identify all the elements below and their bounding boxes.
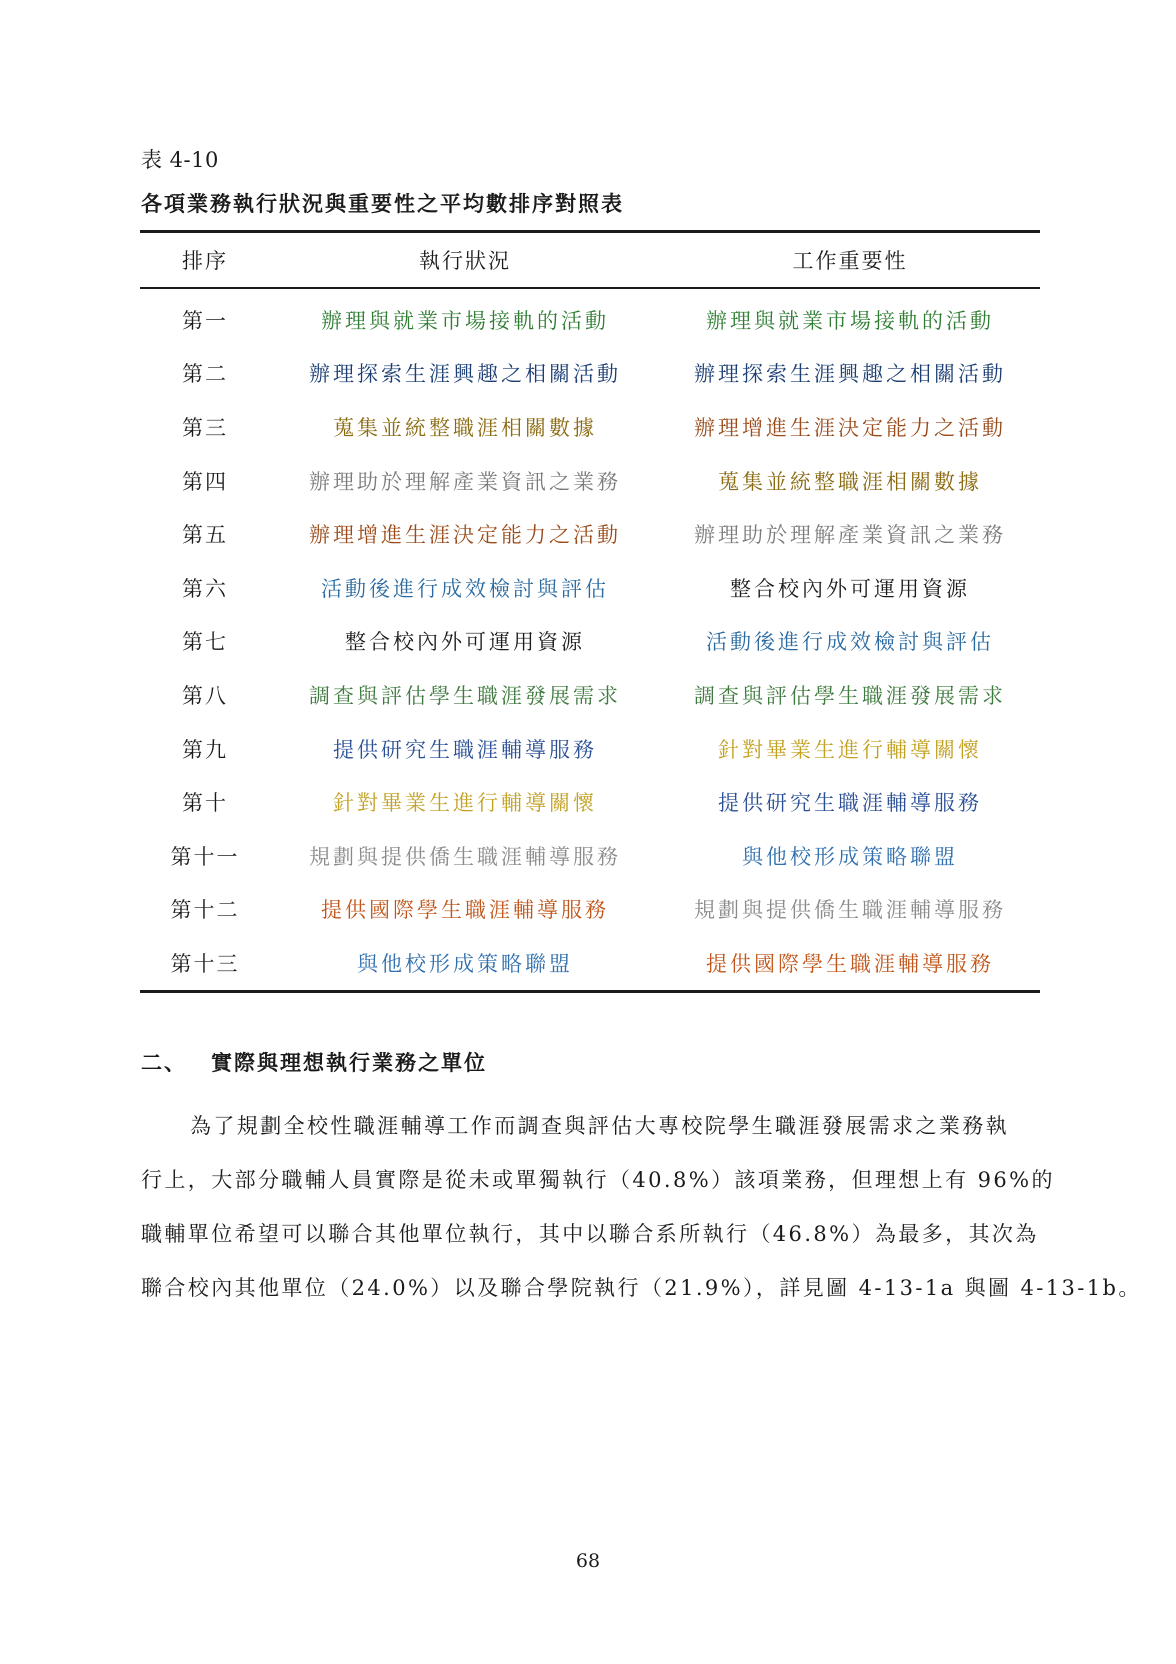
importance-cell: 辦理與就業市場接軌的活動 (706, 308, 994, 333)
table-row (140, 454, 1040, 508)
section-heading (141, 1047, 487, 1077)
importance-cell: 與他校形成策略聯盟 (742, 844, 958, 869)
table-row (140, 615, 1040, 669)
execution-cell: 活動後進行成效檢討與評估 (321, 576, 609, 601)
header-execution: 執行狀況 (419, 249, 511, 273)
table-row (140, 507, 1040, 561)
table-body (140, 288, 1040, 991)
rank-cell: 第十一 (170, 844, 240, 869)
table-row (140, 722, 1040, 776)
paragraph-line: 行上，大部分職輔人員實際是從未或單獨執行（40.8%）該項業務，但理想上有 96%的 (141, 1168, 1055, 1192)
execution-cell: 辦理探索生涯興趣之相關活動 (309, 362, 621, 387)
importance-cell: 針對畢業生進行輔導關懷 (718, 737, 982, 762)
importance-cell: 辦理助於理解產業資訊之業務 (694, 523, 1006, 548)
importance-cell: 蒐集並統整職涯相關數據 (718, 469, 982, 494)
rank-cell: 第八 (182, 683, 228, 708)
importance-cell: 辦理增進生涯決定能力之活動 (694, 415, 1006, 440)
importance-cell: 整合校內外可運用資源 (730, 576, 970, 601)
execution-cell: 整合校內外可運用資源 (345, 630, 585, 655)
table-row (140, 400, 1040, 454)
rank-cell: 第十二 (170, 898, 240, 923)
table-row (140, 288, 1040, 347)
rank-cell: 第一 (182, 308, 228, 333)
execution-cell: 提供研究生職涯輔導服務 (333, 737, 597, 762)
importance-cell: 規劃與提供僑生職涯輔導服務 (694, 898, 1006, 923)
table-row (140, 347, 1040, 401)
rank-cell: 第五 (182, 523, 228, 548)
table-row (140, 668, 1040, 722)
rank-cell: 第十三 (170, 951, 240, 976)
execution-cell: 辦理與就業市場接軌的活動 (321, 308, 609, 333)
rank-cell: 第六 (182, 576, 228, 601)
rank-cell: 第十 (182, 791, 228, 816)
table-row (140, 561, 1040, 615)
execution-cell: 規劃與提供僑生職涯輔導服務 (309, 844, 621, 869)
rank-cell: 第七 (182, 630, 228, 655)
table-row (140, 936, 1040, 991)
section-title: 實際與理想執行業務之單位 (211, 1050, 487, 1075)
rank-cell: 第二 (182, 362, 228, 387)
importance-cell: 調查與評估學生職涯發展需求 (694, 683, 1006, 708)
paragraph-line: 職輔單位希望可以聯合其他單位執行，其中以聯合系所執行（46.8%）為最多，其次為 (141, 1222, 1039, 1246)
table-label: 表 4-10 (141, 148, 219, 172)
header-importance: 工作重要性 (792, 249, 908, 273)
importance-cell: 提供研究生職涯輔導服務 (718, 791, 982, 816)
header-rank: 排序 (182, 249, 228, 273)
table-row (140, 775, 1040, 829)
paragraph-line: 為了規劃全校性職涯輔導工作而調查與評估大專校院學生職涯發展需求之業務執 (190, 1114, 1009, 1138)
table-row (140, 829, 1040, 883)
execution-cell: 調查與評估學生職涯發展需求 (309, 683, 621, 708)
execution-cell: 提供國際學生職涯輔導服務 (321, 898, 609, 923)
importance-cell: 活動後進行成效檢討與評估 (706, 630, 994, 655)
importance-cell: 提供國際學生職涯輔導服務 (706, 951, 994, 976)
paragraph-line: 聯合校內其他單位（24.0%）以及聯合學院執行（21.9%），詳見圖 4-13-1a 與圖 4-13-1b。 (141, 1276, 1142, 1300)
execution-cell: 辦理助於理解產業資訊之業務 (309, 469, 621, 494)
importance-cell: 辦理探索生涯興趣之相關活動 (694, 362, 1006, 387)
rank-cell: 第九 (182, 737, 228, 762)
execution-cell: 與他校形成策略聯盟 (357, 951, 573, 976)
execution-cell: 針對畢業生進行輔導關懷 (333, 791, 597, 816)
ranking-comparison-table (140, 230, 1040, 993)
table-title: 各項業務執行狀況與重要性之平均數排序對照表 (141, 191, 624, 216)
execution-cell: 蒐集並統整職涯相關數據 (333, 415, 597, 440)
table-row (140, 883, 1040, 937)
table-header-row (140, 232, 1040, 289)
rank-cell: 第四 (182, 469, 228, 494)
rank-cell: 第三 (182, 415, 228, 440)
page-number: 68 (575, 1550, 601, 1572)
execution-cell: 辦理增進生涯決定能力之活動 (309, 523, 621, 548)
section-number: 二、 (141, 1050, 187, 1075)
